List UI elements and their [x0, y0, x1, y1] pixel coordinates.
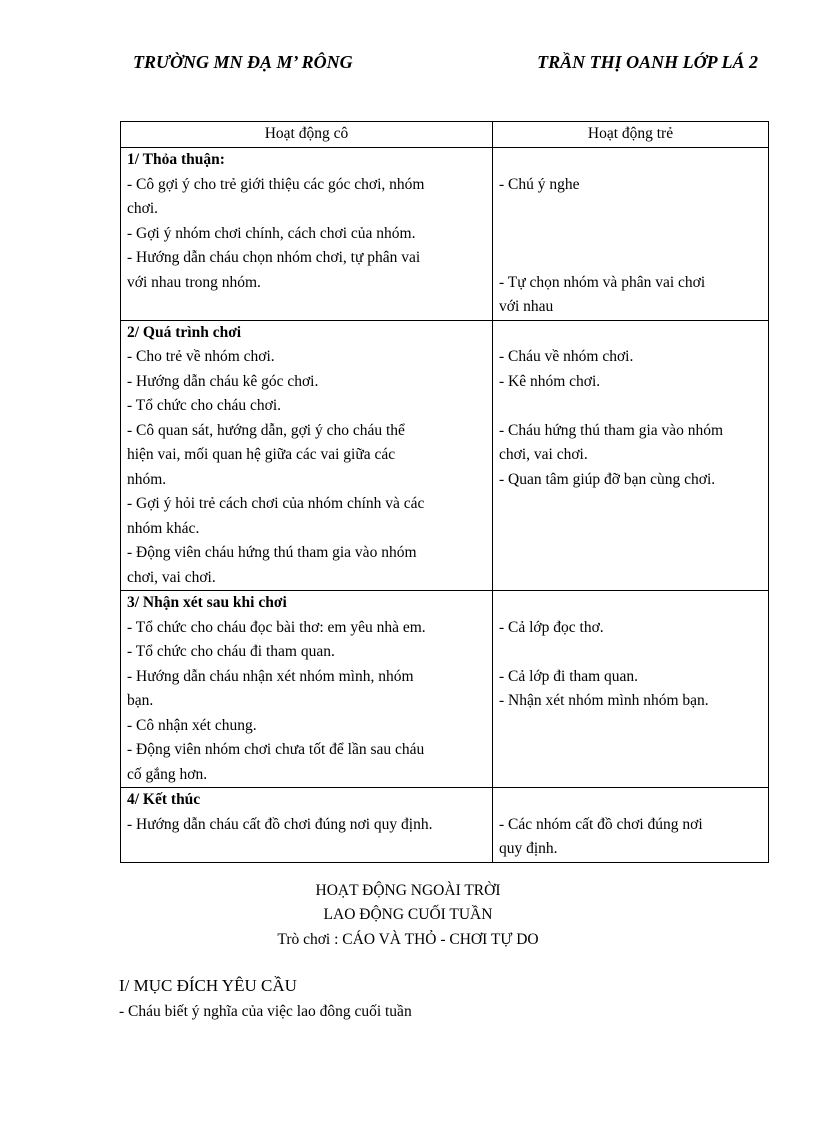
child-line: - Kê nhóm chơi.	[499, 372, 601, 390]
child-line: - Cả lớp đọc thơ.	[499, 618, 604, 636]
page-header	[133, 52, 758, 78]
school-name: TRƯỜNG MN ĐẠ M’ RÔNG	[133, 52, 353, 72]
child-cell	[493, 788, 769, 863]
teacher-line: - Động viên cháu hứng thú tham gia vào nhóm	[127, 544, 417, 561]
teacher-line: bạn.	[127, 692, 154, 709]
teacher-cell	[121, 591, 493, 788]
teacher-line: - Hướng dẫn cháu kê góc chơi.	[127, 372, 319, 390]
teacher-cell	[121, 320, 493, 591]
child-line: với nhau	[499, 298, 554, 315]
outdoor-title: HOẠT ĐỘNG NGOÀI TRỜI	[315, 882, 501, 899]
teacher-line: - Gợi ý hỏi trẻ cách chơi của nhóm chính và các	[127, 495, 425, 512]
teacher-class: TRẦN THỊ OANH LỚP LÁ 2	[537, 52, 758, 72]
teacher-cell	[121, 788, 493, 863]
child-line: chơi, vai chơi.	[499, 446, 588, 463]
teacher-line: - Hướng dẫn cháu cất đồ chơi đúng nơi quy định.	[127, 815, 433, 833]
col-header-teacher: Hoạt động cô	[121, 122, 493, 148]
teacher-line: - Cô quan sát, hướng dẫn, gợi ý cho cháu thể	[127, 421, 405, 439]
teacher-line: với nhau trong nhóm.	[127, 273, 261, 291]
child-line: - Nhận xét nhóm mình nhóm bạn.	[499, 692, 709, 709]
teacher-line: - Tổ chức cho cháu đi tham quan.	[127, 643, 335, 660]
child-cell	[493, 320, 769, 591]
teacher-line: - Cho trẻ về nhóm chơi.	[127, 348, 275, 365]
game-name: CÁO VÀ THỎ - CHƠI TỰ DO	[342, 931, 539, 948]
child-line: - Tự chọn nhóm và phân vai chơi	[499, 273, 706, 291]
activity-table	[120, 121, 769, 863]
child-line: - Cháu về nhóm chơi.	[499, 348, 634, 365]
child-line: quy định.	[499, 840, 558, 857]
table-row	[121, 320, 769, 591]
child-line: - Các nhóm cất đồ chơi đúng nơi	[499, 815, 703, 833]
teacher-line: - Cô nhận xét chung.	[127, 716, 257, 734]
teacher-line: - Cô gợi ý cho trẻ giới thiệu các góc chơi, nhóm	[127, 175, 425, 193]
teacher-line: chơi.	[127, 200, 159, 217]
child-line: - Cả lớp đi tham quan.	[499, 667, 639, 685]
section-title: 3/ Nhận xét sau khi chơi	[127, 594, 287, 611]
child-line: - Quan tâm giúp đỡ bạn cùng chơi.	[499, 470, 716, 488]
child-cell	[493, 591, 769, 788]
child-cell	[493, 148, 769, 321]
teacher-line: nhóm.	[127, 470, 167, 488]
game-prefix: Trò chơi :	[277, 931, 343, 948]
table-row	[121, 148, 769, 321]
teacher-cell	[121, 148, 493, 321]
teacher-line: nhóm khác.	[127, 519, 200, 537]
child-line: - Chú ý nghe	[499, 175, 580, 193]
teacher-line: - Tổ chức cho cháu chơi.	[127, 397, 282, 414]
section-title: 4/ Kết thúc	[127, 791, 201, 808]
outdoor-subtitle: LAO ĐỘNG CUỐI TUẦN	[323, 906, 493, 923]
purpose-heading: I/ MỤC ĐÍCH YÊU CẦU	[119, 976, 297, 995]
table-header-row	[121, 122, 769, 148]
purpose-line: - Cháu biết ý nghĩa của việc lao đông cuối tuần	[119, 1003, 412, 1020]
teacher-line: - Tổ chức cho cháu đọc bài thơ: em yêu nhà em.	[127, 618, 426, 636]
teacher-line: chơi, vai chơi.	[127, 568, 216, 586]
teacher-line: cố gắng hơn.	[127, 765, 208, 783]
teacher-line: - Gợi ý nhóm chơi chính, cách chơi của nhóm.	[127, 224, 416, 242]
table-row	[121, 591, 769, 788]
teacher-line: hiện vai, mối quan hệ giữa các vai giữa các	[127, 446, 396, 463]
table-row	[121, 788, 769, 863]
game-line	[0, 931, 816, 949]
child-line: - Cháu hứng thú tham gia vào nhóm	[499, 421, 724, 439]
teacher-line: - Hướng dẫn cháu nhận xét nhóm mình, nhóm	[127, 667, 414, 685]
teacher-line: - Hướng dẫn cháu chọn nhóm chơi, tự phân vai	[127, 249, 421, 266]
section-title: 1/ Thỏa thuận:	[127, 151, 225, 168]
col-header-child: Hoạt động trẻ	[493, 122, 769, 148]
section-title: 2/ Quá trình chơi	[127, 323, 242, 341]
teacher-line: - Động viên nhóm chơi chưa tốt để lần sau cháu	[127, 741, 425, 758]
